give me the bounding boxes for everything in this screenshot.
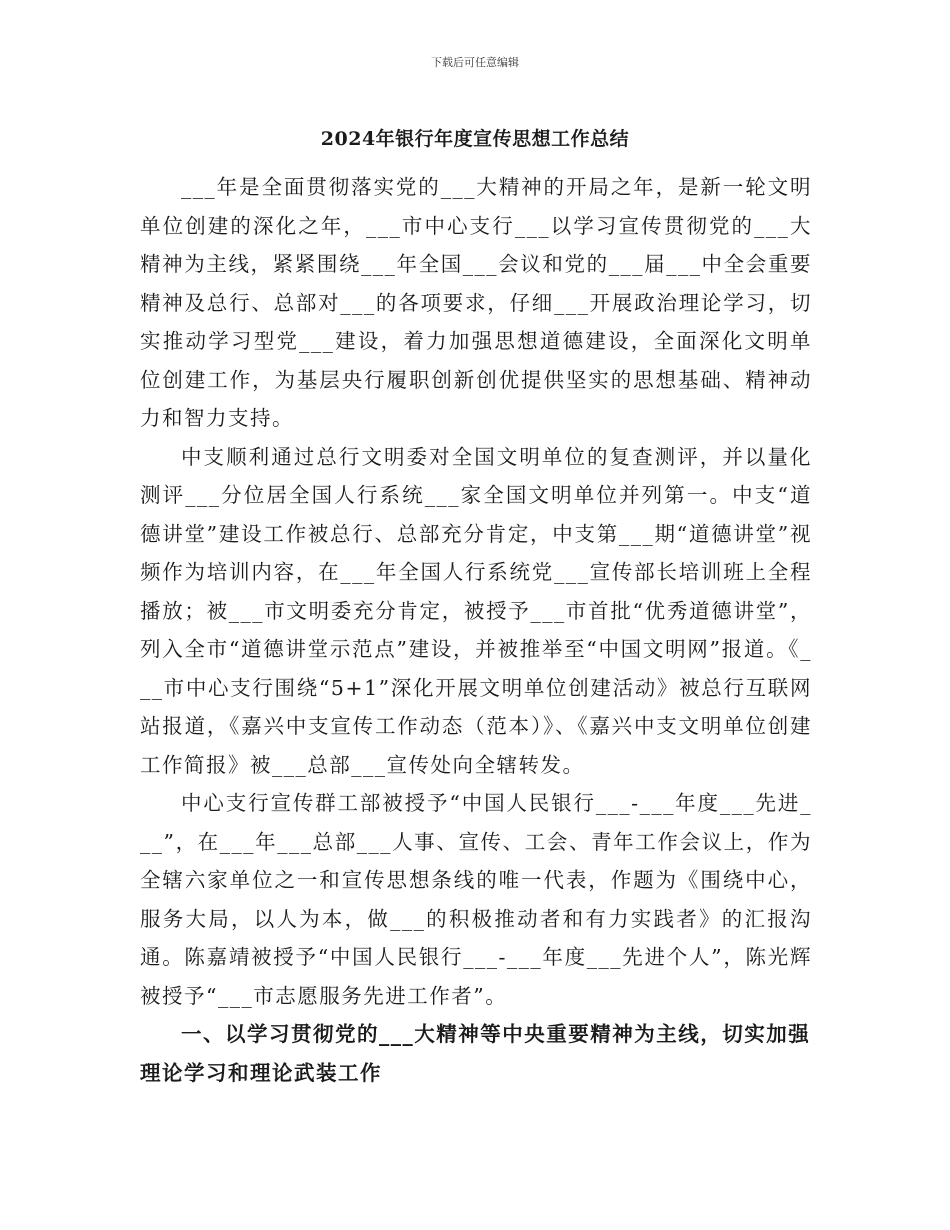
header-note: 下载后可任意编辑 <box>431 56 519 69</box>
paragraph-awards: 中心支行宣传群工部被授予“中国人民银行___-___年度___先进___”，在___年___总部___人事、宣传、工会、青年工作会议上，作为全辖六家单位之一和宣传思想条线的唯一代表，作题为《围绕中心，服务大局，以人为本，做___的积极推动者和有力实践者》的汇报沟通。陈嘉靖被授予“中国人民银行___-___年度___先进个人”，陈光辉被授予“___市志愿服务先进工作者”。 <box>140 791 812 1008</box>
document-title: 2024年银行年度宣传思想工作总结 <box>320 128 630 150</box>
paragraph-intro: ___年是全面贯彻落实党的___大精神的开局之年，是新一轮文明单位创建的深化之年，___市中心支行___以学习宣传贯彻党的___大精神为主线，紧紧围绕___年全国___会议和党的___届___中全会重要精神及总行、总部对___的各项要求，仔细___开展政治理论学习，切实推动学习型党___建设，着力加强思想道德建设，全面深化文明单位创建工作，为基层央行履职创新创优提供坚实的思想基础、精神动力和智力支持。 <box>140 175 812 430</box>
document-body <box>140 168 812 1092</box>
paragraph-achievements: 中支顺利通过总行文明委对全国文明单位的复查测评，并以量化测评___分位居全国人行系统___家全国文明单位并列第一。中支“道德讲堂”建设工作被总行、总部充分肯定，中支第___期“道德讲堂”视频作为培训内容，在___年全国人行系统党___宣传部长培训班上全程播放；被___市文明委充分肯定，被授予___市首批“优秀道德讲堂”，列入全市“道德讲堂示范点”建设，并被推举至“中国文明网”报道。《___市中心支行围绕“5+1”深化开展文明单位创建活动》被总行互联网站报道，《嘉兴中支宣传工作动态（范本）》、《嘉兴中支文明单位创建工作简报》被___总部___宣传处向全辖转发。 <box>140 444 812 777</box>
section-heading: 一、以学习贯彻党的___大精神等中央重要精神为主线，切实加强理论学习和理论武装工作 <box>140 1022 811 1085</box>
